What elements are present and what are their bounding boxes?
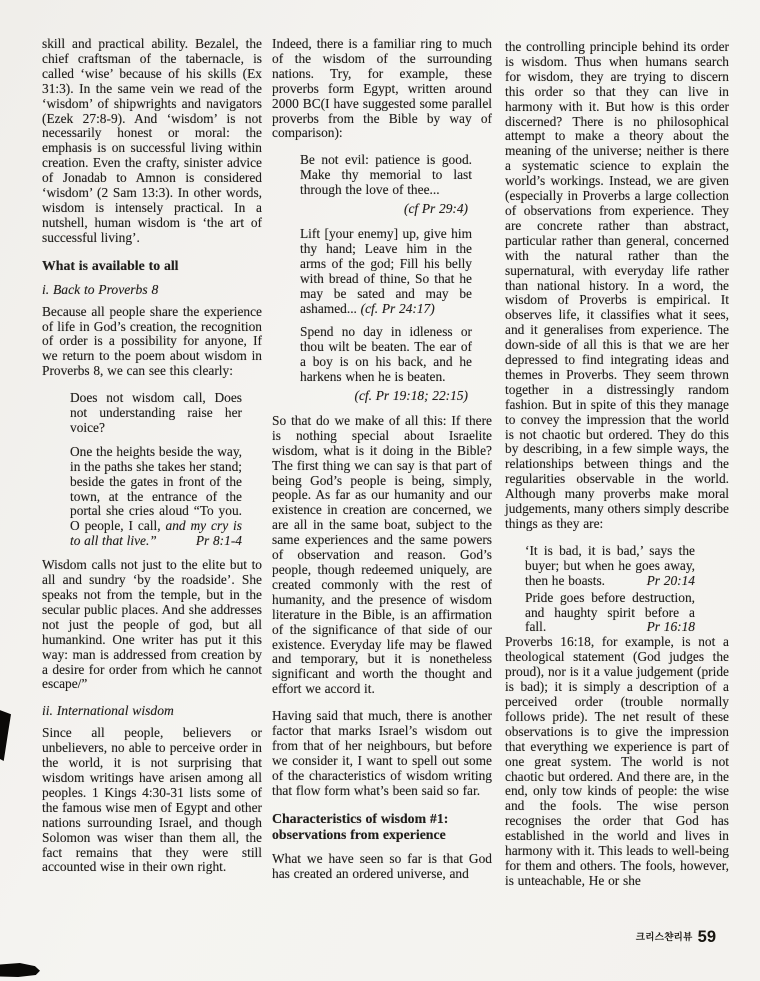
- blockquote-it-is-bad: [525, 544, 695, 589]
- subheading-back-to-proverbs-8: [42, 283, 262, 298]
- blockquote-lift-your-enemy: [300, 227, 472, 316]
- text-run: Spend no day in idleness or thou wilt be beaten. The ear of a boy is on his back, and he harkens when he is beaten.: [300, 324, 472, 385]
- blockquote-be-not-evil: [300, 153, 472, 198]
- text-run: (cf. Pr 24:17): [360, 300, 435, 316]
- scan-artifact-bottom-left: [0, 963, 40, 977]
- text-run: (cf. Pr 19:18; 22:15): [354, 388, 468, 404]
- verse-reference: Pr 8:1-4: [195, 533, 242, 549]
- page-number: 59: [697, 928, 716, 946]
- text-column-middle: [272, 37, 492, 893]
- blockquote-one-the-heights: [70, 445, 242, 549]
- text-run: Characteristics of wisdom #1: observations from experience: [272, 810, 449, 842]
- text-run: ‘It is bad, it is bad,’ says the buyer; but when he goes away, then he boasts.: [525, 542, 695, 588]
- magazine-name: 크리스챤리뷰: [635, 932, 693, 943]
- scan-artifact-left-edge: [0, 709, 11, 761]
- text-run: Because all people share the experience of life in God’s creation, the recognition of order is a possibility for anyone, If we return to the poem about wisdom in Proverbs 8, we can see this clearly:: [42, 303, 262, 379]
- text-column-right: [505, 40, 729, 901]
- text-run: Be not evil: patience is good. Make thy memorial to last through the love of thee...: [300, 152, 472, 198]
- blockquote-does-not-wisdom-call: [70, 391, 242, 436]
- text-column-left: [42, 37, 262, 887]
- blockquote-spend-no-day: [300, 325, 472, 385]
- text-run: ii. International wisdom: [42, 703, 174, 719]
- page-footer: [636, 929, 716, 946]
- paragraph-since-all-people: [42, 726, 262, 875]
- verse-reference: Pr 20:14: [646, 572, 695, 588]
- paragraph-having-said-that: [272, 709, 492, 798]
- text-run: Lift [your enemy] up, give him thy hand; Leave him in the arms of the god; Fill his belly with bread of thine, So that he may be sated and may be ashamed...: [300, 225, 472, 316]
- verse-reference: Pr 16:18: [646, 619, 695, 635]
- text-run: Having said that much, there is another factor that marks Israel’s wisdom out from that of her neighbours, but before we consider it, I want to spell out some of the characteristics of wisdom writing that flow form what’s been said so far.: [272, 708, 492, 798]
- paragraph-controlling-principle: [505, 40, 729, 532]
- text-run: So that do we make of all this: If there is nothing special about Israelite wisdom, what is it doing in the Bible? The first thing we can say is that part of being God’s people is being, simply, people. As far as our humanity and our existence in creation are concerned, we are all in the same boat, subject to the same experiences and the same powers of observation and reason. God’s people, though redeemed uniquely, are created commonly with the rest of humanity, and the presence of wisdom literature in the Bible, is an affirmation of the significance of that side of our existence. Everyday life may be flawed and temporary, but it is nonetheless significant and worth the thought and effort we accord it.: [272, 412, 492, 697]
- text-run: Proverbs 16:18, for example, is not a theological statement (God judges the proud), nor is it a value judgement (pride is bad); it is simply a description of a perceived order (trouble normally follows pride). The net result of these observations is to give the impression that everything we experience is part of one great system. The world is not chaotic but ordered. And there are, in the end, only tow kinds of people: the wise and the fools. The wise person recognises the order that God has established in the world and lives in harmony with it. This leads to well-being for them and others. The fools, however, is unteachable, He or she: [505, 634, 729, 888]
- text-run: i. Back to Proverbs 8: [42, 281, 159, 297]
- text-run: Pride goes before destruction, and haughty spirit before a fall.: [525, 589, 695, 635]
- text-run: One the heights beside the way, in the paths she takes her stand; beside the gates in front of the town, at the entrance of the portal she cries aloud “To you. O people, I call,: [70, 443, 242, 534]
- text-run: skill and practical ability. Bezalel, the chief craftsman of the tabernacle, is called ‘wise’ because of his skills (Ex 31:3). In the same vein we read of the ‘wisdom’ of shipwrights and navigators (Ezek 27:8-9). And ‘wisdom’ is not necessarily honest or moral: the emphasis is on successful living within creation. Even the crafty, sinister advice of Jonadab to Amnon is considered ‘wisdom’ (2 Sam 13:3). In other words, wisdom is intensely practical. In a nutshell, human wisdom is ‘the art of successful living’.: [42, 36, 262, 245]
- text-run: (cf Pr 29:4): [403, 201, 468, 217]
- text-run: Since all people, believers or unbelievers, no able to perceive order in the world, it is not surprising that wisdom writings have arisen among all peoples. 1 Kings 4:30-31 lists some of the famous wise men of Egypt and other nations surrounding Israel, and though Solomon was wiser than them all, the fact remains that they were still accounted wise in their own right.: [42, 725, 262, 875]
- text-run: Does not wisdom call, Does not understanding raise her voice?: [70, 390, 242, 435]
- paragraph-indeed-familiar-ring: [272, 37, 492, 141]
- paragraph-skill-practical: [42, 37, 262, 246]
- blockquote-pride-goes-before: [525, 591, 695, 636]
- paragraph-wisdom-calls: [42, 558, 262, 692]
- paragraph-so-that-do-we-make: [272, 414, 492, 697]
- text-run: Indeed, there is a familiar ring to much of the wisdom of the surrounding nations. Try, for example, these proverbs form Egypt, written around 2000 BC(I have suggested some parallel proverbs from the Bible by way of comparison):: [272, 36, 492, 141]
- subheading-international-wisdom: [42, 704, 262, 719]
- section-heading-available-to-all: [42, 258, 262, 274]
- text-run: and my cry is to all that live.”: [70, 518, 242, 549]
- section-heading-characteristics-1: [272, 811, 492, 843]
- paragraph-because-all-people: [42, 305, 262, 380]
- text-run: What is available to all: [42, 257, 179, 273]
- verse-reference-line: [272, 202, 492, 217]
- text-run: What we have seen so far is that God has created an ordered universe, and: [272, 850, 492, 881]
- verse-reference-line: [272, 389, 492, 404]
- text-run: the controlling principle behind its order is wisdom. Thus when humans search for wisdom, they are trying to discern this order so that they can live in harmony with it. But how is this order discerned? There is no philosophical attempt to make a theory about the meaning of the universe; neither is there a systematic science to explain the world’s workings. Instead, we are given (especially in Proverbs a large collection of observations from experience. They are concrete rather than abstract, particular rather than general, concerned with the natural rather than the supernatural, with everyday life rather than national history. In a word, the wisdom of Proverbs is empirical. It observes life, it classifies what it sees, and it generalises from experience. The down-side of all this is that we are her depressed to find integrating ideas and themes in Proverbs. They seem thrown together in a distressingly random fashion. But in spite of this they manage to convey the impression that the world is not chaotic but ordered. They do this by describing, in a few simple ways, the relationships between things and the regularities observable in the world. Although many proverbs make moral judgements, many others simply describe things as they are:: [505, 39, 729, 531]
- paragraph-proverbs-16-18: [505, 635, 729, 888]
- paragraph-what-we-have-seen: [272, 852, 492, 882]
- text-run: Wisdom calls not just to the elite but to all and sundry ‘by the roadside’. She speaks not from the temple, but in the secular public places. And she addresses not just the people of god, but all humankind. One writer has put it this way: man is addressed from creation by a desire for order from which he cannot escape/”: [42, 557, 262, 692]
